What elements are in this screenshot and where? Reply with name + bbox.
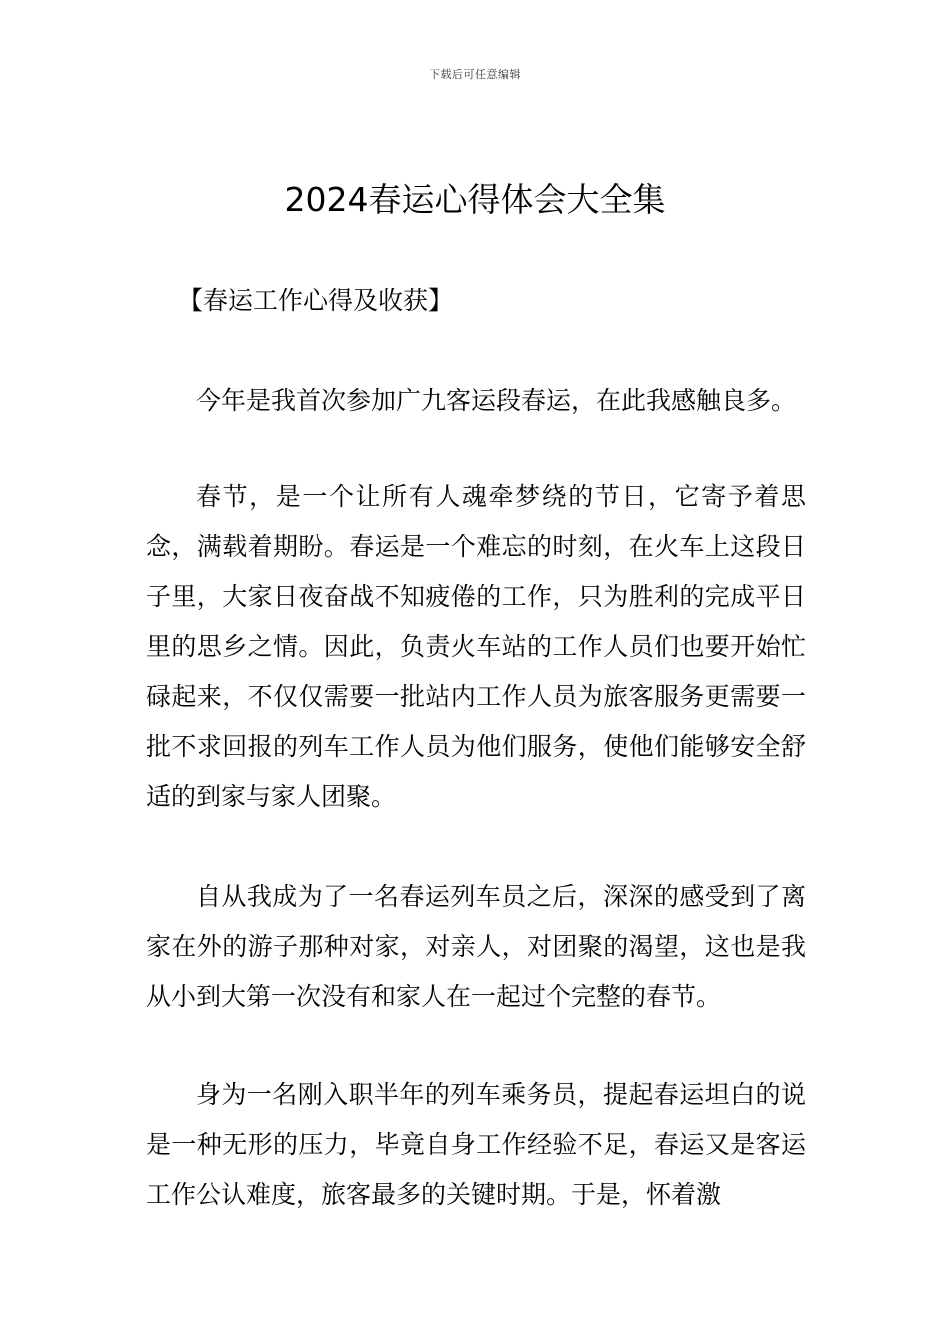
header-note: 下载后可任意编辑 (429, 68, 521, 81)
paragraph-text: 身为一名刚入职半年的列车乘务员，提起春运坦白的说是一种无形的压力，毕竟自身工作经验不足，春运又是客运工作公认难度，旅客最多的关键时期。于是，怀着激 (146, 1080, 806, 1209)
paragraph-1 (146, 376, 806, 426)
paragraph-text: 自从我成为了一名春运列车员之后，深深的感受到了离家在外的游子那种对家，对亲人，对团聚的渴望，这也是我从小到大第一次没有和家人在一起过个完整的春节。 (146, 882, 806, 1011)
section-heading: 【春运工作心得及收获】 (178, 286, 454, 315)
paragraph-4 (146, 1070, 806, 1220)
paragraph-text: 春节，是一个让所有人魂牵梦绕的节日，它寄予着思念，满载着期盼。春运是一个难忘的时刻，在火车上这段日子里，大家日夜奋战不知疲倦的工作，只为胜利的完成平日里的思乡之情。因此，负责火车站的工作人员们也要开始忙碌起来，不仅仅需要一批站内工作人员为旅客服务更需要一批不求回报的列车工作人员为他们服务，使他们能够安全舒适的到家与家人团聚。 (146, 482, 806, 811)
document-title: 2024春运心得体会大全集 (284, 180, 666, 219)
paragraph-text: 今年是我首次参加广九客运段春运，在此我感触良多。 (196, 386, 797, 415)
paragraph-3 (146, 872, 806, 1022)
paragraph-2 (146, 472, 806, 822)
